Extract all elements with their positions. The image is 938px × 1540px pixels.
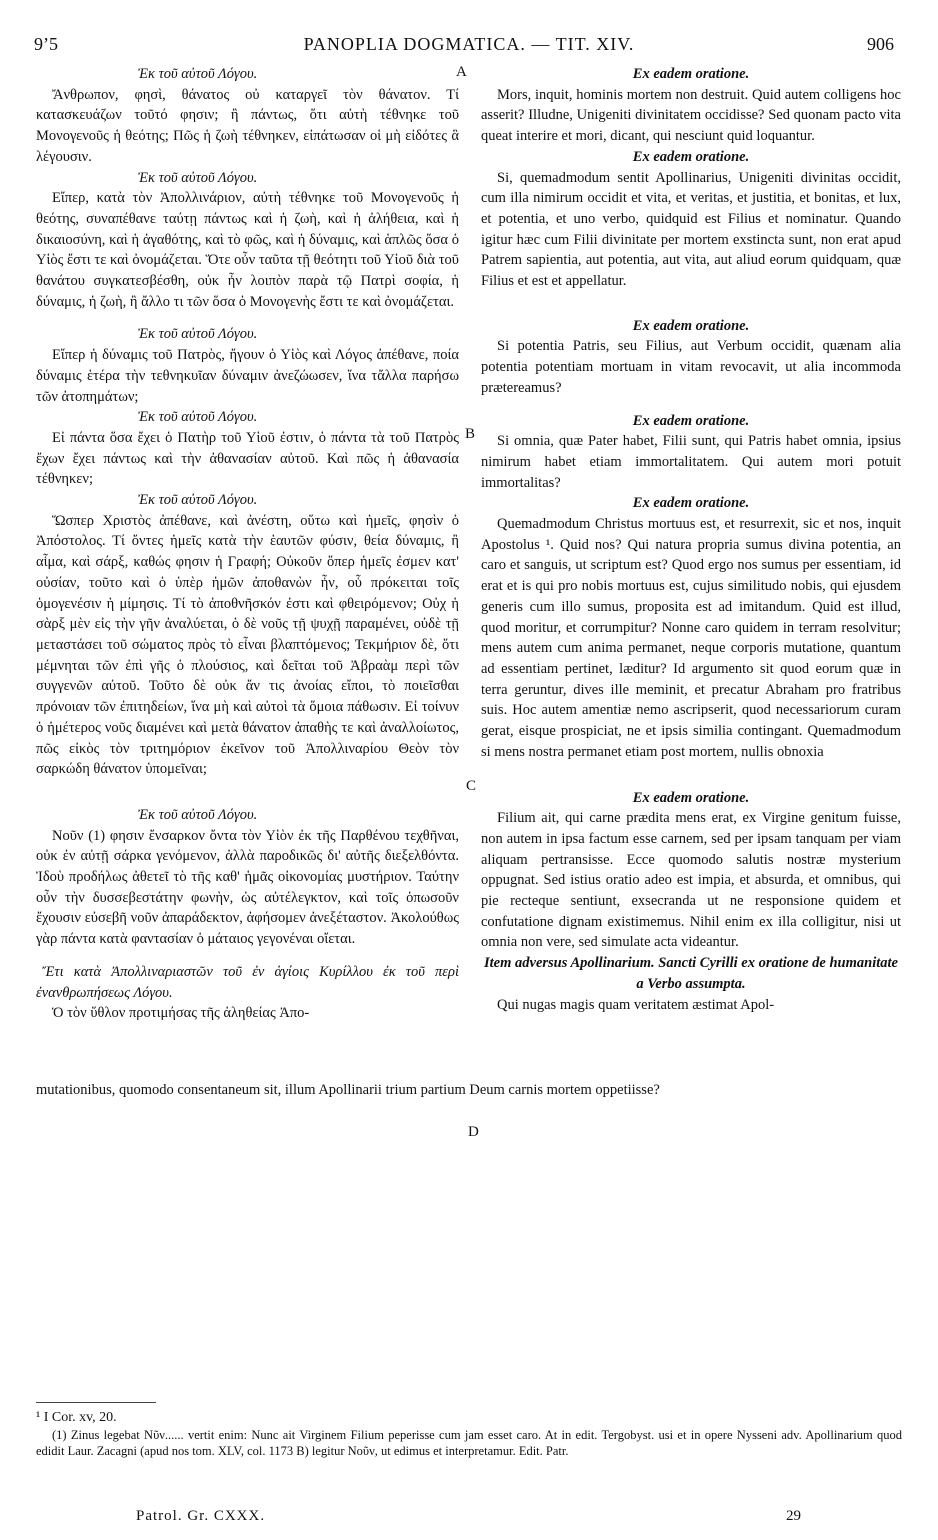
- spacer: [481, 304, 901, 316]
- section-heading: Ἔτι κατὰ Ἀπολλιναριαστῶν τοῦ ἐν ἁγίοις Κυρίλλου ἐκ τοῦ περὶ ἐνανθρωπήσεως Λόγου.: [36, 963, 459, 1001]
- section-heading: Ἐκ τοῦ αὐτοῦ Λόγου.: [137, 169, 258, 186]
- section-heading: Ex eadem oratione.: [632, 789, 750, 806]
- section-heading: Ἐκ τοῦ αὐτοῦ Λόγου.: [137, 806, 258, 823]
- section-heading: Ἐκ τοῦ αὐτοῦ Λόγου.: [137, 492, 258, 509]
- section-heading: Ἐκ τοῦ αὐτοῦ Λόγου.: [137, 326, 258, 343]
- footnote-2: (1) Zinus legebat Νῦν...... vertit enim: Nunc ait Virginem Filium peperisse cum jam esset caro. At in edit. Tergobyst. usi et in opere Nysseni adv. Apollinarium quod edidit Laur. Zacagni (apud nos tom. XLV, col. 1173 B) legitur Νοῦν, ut edimus et interpretamur. Edit. Patr.: [36, 1428, 902, 1458]
- spacer: [36, 312, 459, 324]
- section-heading: Item adversus Apollinarium. Sancti Cyrilli ex oratione de humanitate a Verbo assumpta.: [484, 955, 898, 992]
- full-width-line: mutationibus, quomodo consentaneum sit, illum Apollinarii trium partium Deum carnis mortem oppetiisse?: [36, 1082, 660, 1098]
- full-width-gap: [481, 763, 901, 788]
- paragraph: Ὥσπερ Χριστὸς ἀπέθανε, καὶ ἀνέστη, οὕτω καὶ ἡμεῖς, φησὶν ὁ Ἀπόστολος. Τί ὄντες ἡμεῖς κατὰ τὴν ἑαυτῶν φύσιν, θεία δύναμις, ἢ αἷμα, καὶ σάρξ, καθώς φησιν ἡ Γραφή; Οὐκοῦν ὅπερ ἡμεῖς ἐσμεν κατ' οὐσίαν, τοῦτο καὶ ὁ ὑπὲρ ἡμῶν ἀποθανὼν ἦν, οὗ πρόκειται τοῖς ὁμογενέσιν ἡ μίμησις. Τί τὸ ἀποθνῆσκόν ἐστι καὶ φθειρόμενον; Οὐχ ἡ σὰρξ μὲν εἰς τὴν γῆν ἀναλύεται, ὁ δὲ νοῦς τῇ ψυχῇ παραμένει, οὐδὲ τῇ μεταστάσει τοῦ σώματος πρὸς τὸ εἶναι βλαπτόμενος; Τεκμήριον δὲ, ὅτι μέμνηται τῶν ἐπὶ γῆς ὁ πλούσιος, καὶ δεῖται τοῦ Ἀβραὰμ περὶ τῶν συγγενῶν αὐτοῦ. Τοῦτο δὲ οὐκ ἄν τις ἀνοίας εἴποι, τὸ ποιεῖσθαι πρόνοιαν τῶν ἐπιτηδείων, ἵνα μὴ καὶ αὐτοὶ τὰ ὅμοια πάθωσιν. Εἰ τοίνυν ὁ ἡμέτερος νοῦς διαμένει καὶ μετὰ θάνατον ἀπαθὴς τε καὶ ἀναλλοίωτος, πῶς εἰκὸς τὸν τριτημόριον ἐκεῖνον τοῦ Ἀπολλιναρίου Θεὸν τὸν σαρκώδη θάνατον ὑπομεῖναι;: [36, 512, 459, 778]
- spacer: [481, 399, 901, 411]
- page-number-left: 9ʼ5: [34, 34, 58, 54]
- greek-column: [36, 64, 459, 1024]
- page-number-right: 906: [867, 34, 894, 54]
- section-heading: Ex eadem oratione.: [632, 317, 750, 334]
- spacer: [36, 950, 459, 962]
- paragraph: Εἴπερ ἡ δύναμις τοῦ Πατρὸς, ἤγουν ὁ Υἱὸς καὶ Λόγος ἀπέθανε, ποία δύναμις ἑτέρα τὴν τεθνηκυῖαν δύναμιν ἀνεζώωσεν, ἵνα τἄλλα παρήσω τῶν ἀτοπημάτων;: [36, 347, 459, 405]
- paragraph: Qui nugas magis quam veritatem æstimat Apol-: [497, 996, 775, 1013]
- footnotes: [36, 1408, 902, 1459]
- margin-mark-c: C: [466, 778, 477, 794]
- paragraph: Filium ait, qui carne prædita mens erat, ex Virgine genitum fuisse, non autem in ipsa factum esse carnem, sed per ipsam tanquam per viam aliquam pertransisse. Ecce quomodo salutis nostræ mysterium oppugnat. Sed istius oratio adeo est impia, et absurda, et omnibus, qui pie recteque sentiunt, exsecranda ut ne responsione quidem et confutatione dignam existimemus. Nihil enim ex illa colligitur, nisi ut omnia non vere, sed simulate acta videantur.: [481, 810, 901, 951]
- full-width-gap: [36, 780, 459, 805]
- footnote-rule: [36, 1402, 156, 1403]
- footer-sheet-number: 29: [786, 1508, 801, 1524]
- paragraph: Si, quemadmodum sentit Apollinarius, Unigeniti divinitas occidit, cum illa nimirum occidit et vita, et veritas, et justitia, et bonitas, et lux, et potentia, et uno verbo, quidquid est Filius et nominatur. Quando igitur hæc cum Filii divinitate per mortem exstincta sunt, non erat apud Patrem sapientia, aut potentia, aut vita, aut aliud eorum quidquam, quæ Filius et est et appellatur.: [481, 169, 901, 290]
- spacer: [481, 292, 901, 304]
- running-head: [0, 34, 938, 58]
- footnote-1: ¹ I Cor. xv, 20.: [36, 1410, 117, 1425]
- section-heading: Ἐκ τοῦ αὐτοῦ Λόγου.: [137, 409, 258, 426]
- section-heading: Ex eadem oratione.: [632, 412, 750, 429]
- paragraph: Εἴπερ, κατὰ τὸν Ἀπολλινάριον, αὐτὴ τέθνηκε τοῦ Μονογενοῦς ἡ θεότης, συναπέθανε ταύτῃ πάντως καὶ ἡ ζωὴ, καὶ ἡ ἀλήθεια, καὶ ἡ δικαιοσύνη, καὶ ἡ ἀγαθότης, καὶ τὸ φῶς, καὶ ἡ δύναμις, καὶ ἁπλῶς ὅσα ὁ Υἱὸς ἔστι τε καὶ ὀνομάζεται. Ὅτε οὖν ταῦτα τῇ θεότητι τοῦ Υἱοῦ διὰ τοῦ θανάτου συγκατεσβέσθη, οὐκ ἦν λοιπὸν παρὰ τῷ Πατρὶ σοφία, ἡ δύναμις, ἡ ζωὴ, ἢ ἄλλο τι τῶν ὅσα ὁ Μονογενὴς ἔστι τε καὶ ὀνομάζεται.: [36, 190, 459, 310]
- page-title: PANOPLIA DOGMATICA. — TIT. XIV.: [303, 34, 635, 54]
- paragraph: Mors, inquit, hominis mortem non destruit. Quid autem colligens hoc asserit? Illudne, Unigeniti divinitatem occidisse? Sed quonam pacto vita queat interire et mori, dicant, qui nesciunt quid loquantur.: [481, 86, 901, 145]
- footer-signature: Patrol. Gr. CXXX.: [136, 1508, 266, 1524]
- paragraph: Si omnia, quæ Pater habet, Filii sunt, qui Patris habet omnia, ipsius nimirum habet etiam immortalitatem. Qui autem mori potuit immortalitas?: [481, 433, 901, 491]
- paragraph: Νοῦν (1) φησιν ἔνσαρκον ὄντα τὸν Υἱὸν ἐκ τῆς Παρθένου τεχθῆναι, οὐκ ἐν αὐτῇ σάρκα γενόμενον, ἀλλὰ παροδικῶς δι' αὐτῆς διεξελθόντα. Ἰδοὺ προδήλως ἀθετεῖ τὸ τῆς καθ' ἡμᾶς οἰκονομίας μυστήριον. Ταύτην οὖν τὴν δυσσεβεστάτην φωνὴν, ὡς αὐτέλεγκτον, καὶ τοῖς ὁπωσοῦν ἔχουσιν εὐσεβῆ νοῦν ἀπαράδεκτον, ἀφήσομεν ἀνεξέταστον. Ἀκολούθως γὰρ πάντα κατὰ φαντασίαν ὁ μάταιος γεγονέναι οἴεται.: [36, 827, 459, 948]
- latin-column: [481, 64, 901, 1015]
- section-heading: Ἐκ τοῦ αὐτοῦ Λόγου.: [137, 66, 258, 82]
- margin-mark-a: A: [456, 64, 467, 80]
- margin-mark-b: B: [465, 426, 476, 442]
- paragraph: Quemadmodum Christus mortuus est, et resurrexit, sic et nos, inquit Apostolus ¹. Quid nos? Qui natura propria sumus divina potentia, an caro et sanguis, ut scriptum est? Quod ergo nos sumus per essentiam, id erat et is qui pro nobis mortuus est, cujus similitudo nobis, qui ejusdem generis cum illo sumus, proposita est ad imitandum. Quid est illud, quod moritur, et corrumpitur? Nonne caro quidem in terram resolvitur; mens autem cum anima permanet, neque corporis mutatione, quantum ad essentiam pertinet, læditur? Id argumento sit quod eorum quæ in terra geruntur, dives ille meminit, et precatur Abraham pro fratribus suis. Hoc autem amentiæ nemo ascripserit, quod necessariorum curam gerat, eisque prospiciat, ne et ipsis similia contingant. Quemadmodum si mens nostra permanet etiam post mortem, nullis obnoxia: [481, 516, 901, 760]
- section-heading: Ex eadem oratione.: [632, 148, 750, 165]
- paragraph: Ἄνθρωπον, φησὶ, θάνατος οὐ καταργεῖ τὸν θάνατον. Τί κατασκευάζων τοῦτό φησιν; ἢ πάντως, ὅτι αὐτὴ τέθνηκε τοῦ Μονογενοῦς ἡ θεότης; Πῶς ἡ ζωὴ τέθνηκεν, εἰπάτωσαν οἱ μὴ εἰδότες ἃ λέγουσιν.: [36, 86, 459, 165]
- paragraph: Si potentia Patris, seu Filius, aut Verbum occidit, quænam alia potentia potentiam mortuam in vitam revocavit, ut alia incommoda prætereamus?: [481, 338, 901, 396]
- paragraph: Ὁ τὸν ὕθλον προτιμήσας τῆς ἀληθείας Ἀπο-: [52, 1005, 310, 1022]
- section-heading: Ex eadem oratione.: [632, 495, 750, 512]
- section-heading: Ex eadem oratione.: [632, 66, 750, 82]
- margin-mark-d: D: [468, 1124, 479, 1140]
- paragraph: Εἰ πάντα ὅσα ἔχει ὁ Πατὴρ τοῦ Υἱοῦ ἐστιν, ὁ πάντα τὰ τοῦ Πατρὸς ἔχων ἔχει πάντως καὶ τὴν ἀθανασίαν αὐτοῦ. Καὶ πῶς ἡ ἀθανασία τέθνηκεν;: [36, 429, 459, 488]
